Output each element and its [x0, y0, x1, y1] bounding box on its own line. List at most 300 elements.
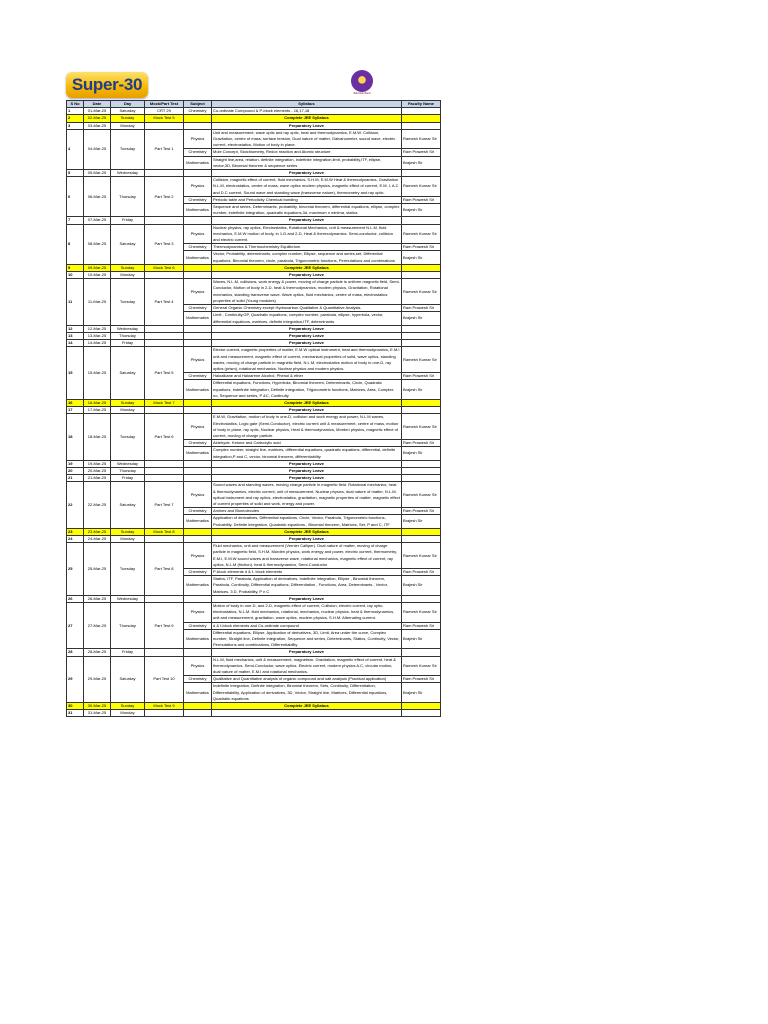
subject-cell: Mathematics — [184, 204, 212, 217]
table-row — [67, 170, 441, 177]
serial-number-cell: 28 — [67, 649, 84, 656]
subject-cell: Mathematics — [184, 156, 212, 169]
date-cell: 06-Mar-25 — [84, 177, 111, 217]
date-cell: 16-Mar-25 — [84, 399, 111, 406]
faculty-cell: Ram Prawesh Sir — [402, 196, 441, 203]
faculty-cell: Ramesh Kumar Sir — [402, 543, 441, 569]
syllabus-cell: General Organic Chemistry except Hydrocarbon Qualitative & Quantitative Analysis. — [212, 305, 402, 312]
day-cell: Saturday — [111, 224, 145, 264]
table-row — [67, 264, 441, 271]
faculty-cell — [402, 460, 441, 467]
syllabus-cell: Complete JEE Syllabus — [212, 528, 402, 535]
syllabus-cell: Thermodynamics & Thermochemistry Equilibrium — [212, 244, 402, 251]
faculty-cell: Brajesh Sir — [402, 380, 441, 400]
serial-number-cell: 18 — [67, 414, 84, 460]
serial-number-cell: 21 — [67, 475, 84, 482]
date-cell: 10-Mar-25 — [84, 272, 111, 279]
syllabus-cell: Mole Concept, Stoichiometry, Redox reaction and Atomic structure — [212, 149, 402, 156]
test-name-cell: Part Test 6 — [145, 414, 184, 460]
faculty-cell: Ramesh Kumar Sir — [402, 224, 441, 244]
syllabus-cell: Preparatory Leave — [212, 272, 402, 279]
day-cell: Tuesday — [111, 543, 145, 596]
syllabus-cell: Preparatory Leave — [212, 407, 402, 414]
syllabus-cell: Preparatory Leave — [212, 332, 402, 339]
serial-number-cell: 13 — [67, 332, 84, 339]
day-cell: Sunday — [111, 115, 145, 122]
date-cell: 27-Mar-25 — [84, 603, 111, 649]
table-row — [67, 475, 441, 482]
syllabus-cell: E.M.W, Gravitation, motion of body in one-D, collision and work energy and power, N.L.M waves, Electrostatics, Logic gate (Semi-Conductor), electric current unit & measurement, centre of mass, motion of body in plane, ray optic, Nuclear physics, Heat & thermodynamics, Morden physics, magnetic effect of current, moving of charge particle. — [212, 414, 402, 440]
syllabus-cell: Indefinite integration, Definite integration, Binomial theorem, Sets, Continuity, Differentiation, Differentiability, Application of derivatives, 3D, Vector, Straight line, Matrices, Differential equations, Quadratic equations — [212, 683, 402, 703]
header-date: Date — [84, 101, 111, 108]
header-subject: Subject — [184, 101, 212, 108]
faculty-cell: Brajesh Sir — [402, 629, 441, 649]
faculty-cell: Ramesh Kumar Sir — [402, 347, 441, 373]
syllabus-cell: Qualitative and Quantitative analysis of organic compound and salt analysis (Practical application) — [212, 676, 402, 683]
day-cell: Tuesday — [111, 414, 145, 460]
day-cell: Monday — [111, 122, 145, 129]
table-row — [67, 595, 441, 602]
table-row — [67, 347, 441, 373]
faculty-cell — [402, 649, 441, 656]
syllabus-cell: Sound waves and standing waves, moving charge particle in magnetic field. Rotational mechanics, heat & thermodynamics, electric current, unit of measurement, Nuclear physics, dual nature of matter, N.L.M, optical instrument and ray optics, electrostatics, gravitation, magnetic properties of matter, magnetic effect of current properties of solid and work, energy and power. — [213, 482, 400, 506]
header-faculty: Faculty Name — [402, 101, 441, 108]
table-body — [67, 108, 441, 717]
serial-number-cell: 27 — [67, 603, 84, 649]
date-cell: 05-Mar-25 — [84, 170, 111, 177]
day-cell: Tuesday — [111, 129, 145, 169]
faculty-cell: Ram Prawesh Sir — [402, 149, 441, 156]
syllabus-cell: Complete JEE Syllabus — [212, 399, 402, 406]
subject-cell: Mathematics — [184, 380, 212, 400]
table-row — [67, 129, 441, 149]
subject-cell: Mathematics — [184, 447, 212, 460]
table-row — [67, 108, 441, 115]
day-cell: Sunday — [111, 264, 145, 271]
subject-cell: Mathematics — [184, 683, 212, 703]
day-cell: Monday — [111, 536, 145, 543]
subject-cell — [184, 703, 212, 710]
subject-cell — [184, 122, 212, 129]
faculty-cell: Ram Prawesh Sir — [402, 676, 441, 683]
serial-number-cell: 9 — [67, 264, 84, 271]
faculty-cell: Brajesh Sir — [402, 251, 441, 264]
date-cell: 07-Mar-25 — [84, 217, 111, 224]
subject-cell: Physics — [184, 177, 212, 197]
subject-cell: Mathematics — [184, 312, 212, 325]
day-cell: Monday — [111, 710, 145, 717]
faculty-cell: Ram Prawesh Sir — [402, 508, 441, 515]
day-cell: Thursday — [111, 603, 145, 649]
syllabus-cell: d & f-block elements and Co-ordinate compound — [212, 622, 402, 629]
date-cell: 28-Mar-25 — [84, 649, 111, 656]
syllabus-cell: Differential equations, Ellipse, Application of derivatives, 3D, Limit, Area under the curve, Complex number, Straight line, Definite integration, Sequence and series, Determinants, Statics, Continuity, Vector, Permutations and combinations, Differentiability — [212, 629, 402, 649]
super-30-logo: Super-30 — [66, 72, 148, 98]
table-row — [67, 482, 441, 508]
test-name-cell — [145, 475, 184, 482]
faculty-cell: Ram Prawesh Sir — [402, 440, 441, 447]
syllabus-cell: Complex number, straight line, matrices, differential equations, quadratic equations, differential, definite integration,P and C, vector, binomial theorem, differentiability — [212, 447, 402, 460]
faculty-cell — [402, 399, 441, 406]
subject-cell — [184, 115, 212, 122]
test-name-cell: Mock Test 7 — [145, 399, 184, 406]
date-cell: 13-Mar-25 — [84, 332, 111, 339]
table-row — [67, 224, 441, 244]
subject-cell: Physics — [184, 224, 212, 244]
day-cell: Wednesday — [111, 595, 145, 602]
date-cell: 08-Mar-25 — [84, 224, 111, 264]
subject-cell — [184, 272, 212, 279]
faculty-cell — [402, 170, 441, 177]
table-row — [67, 467, 441, 474]
header-test: Mock/Part Test — [145, 101, 184, 108]
faculty-cell — [402, 217, 441, 224]
header-syllabus: Syllabus — [212, 101, 402, 108]
subject-cell: Physics — [184, 414, 212, 440]
test-name-cell: Mock Test 5 — [145, 115, 184, 122]
day-cell: Friday — [111, 649, 145, 656]
faculty-cell: Brajesh Sir — [402, 515, 441, 528]
test-name-cell — [145, 272, 184, 279]
table-row — [67, 656, 441, 676]
subject-cell: Chemistry — [184, 508, 212, 515]
subject-cell: Physics — [184, 603, 212, 623]
date-cell: 24-Mar-25 — [84, 536, 111, 543]
syllabus-cell: Vector, Probability, determinants, complex number, Ellipse, sequence and series,set, Differential equations, Binomial theorem, circle, parabola, Trigonometric functions, Permutations and combinations — [212, 251, 402, 264]
syllabus-cell: Fluid mechanics, unit and measurement (Vernier Calliper). Dual nature of matter, moving of charge particle in magnetic field, S.H.M, Morden physics, work energy and power, electric current, thermometry, E.M.I, E.M.W sound waves and transverse wave, rotational mechanics, magnetic effect of current, ray optics, N.L.M (friction). heat & thermodynamics, Semi-Conductor — [212, 543, 402, 569]
date-cell: 23-Mar-25 — [84, 528, 111, 535]
table-row — [67, 332, 441, 339]
faculty-cell: Ramesh Kumar Sir — [402, 279, 441, 305]
day-cell: Monday — [111, 407, 145, 414]
syllabus-cell: Limit , Continuity,GP, Quadratic equations, complex number, parabola, ellipse, hyperbola, vector, differential equations, matrices, definite integration,ITF, determinants — [212, 312, 402, 325]
serial-number-cell: 1 — [67, 108, 84, 115]
faculty-cell: Ramesh Kumar Sir — [402, 177, 441, 197]
syllabus-cell: Sequence and series, Determinants, probability, binomial theorem, differential equations, ellipse, complex number, indefinite integration, quadratic equations,3d, maximum n minima, statics — [212, 204, 402, 217]
test-name-cell — [145, 170, 184, 177]
serial-number-cell: 31 — [67, 710, 84, 717]
subject-cell: Mathematics — [184, 576, 212, 596]
syllabus-cell: Haloalkane and Haloarene Alcohol, Phenol & ether — [212, 373, 402, 380]
test-name-cell: Part Test 10 — [145, 656, 184, 702]
test-name-cell: Mock Test 8 — [145, 528, 184, 535]
date-cell: 20-Mar-25 — [84, 467, 111, 474]
day-cell: Saturday — [111, 482, 145, 528]
syllabus-cell: P-block elements d & f- block elements — [212, 569, 402, 576]
subject-cell: Chemistry — [184, 244, 212, 251]
syllabus-cell: Collision, magnetic effect of current, fluid mechanics, S.H.M, E.M.W Heat & thermodynamics, Gravitation N.L.M, electrostatics, centre of mass, wave optics modern physics, magnetic effect of current, E.M. I, A.C and D.C current, Sound wave and standing wave (transverse nature), thermometry and ray optic. — [212, 177, 402, 197]
date-cell: 21-Mar-25 — [84, 475, 111, 482]
test-name-cell — [145, 710, 184, 717]
table-row — [67, 399, 441, 406]
date-cell: 09-Mar-25 — [84, 264, 111, 271]
subject-cell — [184, 475, 212, 482]
subject-cell — [184, 170, 212, 177]
table-row — [67, 528, 441, 535]
serial-number-cell: 22 — [67, 482, 84, 528]
faculty-cell — [402, 340, 441, 347]
table-row — [67, 340, 441, 347]
serial-number-cell: 15 — [67, 347, 84, 400]
table-row — [67, 414, 441, 440]
faculty-cell: Brajesh Sir — [402, 156, 441, 169]
day-cell: Wednesday — [111, 460, 145, 467]
day-cell: Wednesday — [111, 325, 145, 332]
faculty-cell — [402, 528, 441, 535]
faculty-cell: Brajesh Sir — [402, 576, 441, 596]
date-cell: 26-Mar-25 — [84, 595, 111, 602]
test-name-cell — [145, 649, 184, 656]
subject-cell: Mathematics — [184, 515, 212, 528]
test-name-cell: Part Test 8 — [145, 543, 184, 596]
serial-number-cell: 8 — [67, 224, 84, 264]
subject-cell — [184, 649, 212, 656]
table-row — [67, 115, 441, 122]
date-cell: 02-Mar-25 — [84, 115, 111, 122]
date-cell: 29-Mar-25 — [84, 656, 111, 702]
table-row — [67, 122, 441, 129]
table-row — [67, 603, 441, 623]
date-cell: 30-Mar-25 — [84, 703, 111, 710]
day-cell: Saturday — [111, 347, 145, 400]
test-name-cell — [145, 536, 184, 543]
subject-cell: Chemistry — [184, 149, 212, 156]
syllabus-cell: Aldehyde. Ketone and Carboxylic acid — [212, 440, 402, 447]
serial-number-cell: 14 — [67, 340, 84, 347]
syllabus-cell: N.L.M, fluid mechanics, unit & measurement, magnetism. Gravitation, magnetic effect of current, heat & thermodynamics. Semi-Conductor, wave optics. Electric current, modern physics A.C, circular motion, dual nature of matter, E.M.I and rotational mechanics. — [212, 656, 402, 676]
subject-cell: Mathematics — [184, 629, 212, 649]
subject-cell: Physics — [184, 482, 212, 508]
date-cell: 22-Mar-25 — [84, 482, 111, 528]
test-name-cell — [145, 122, 184, 129]
faculty-cell — [402, 272, 441, 279]
syllabus-cell: Preparatory Leave — [212, 460, 402, 467]
table-row — [67, 279, 441, 305]
test-name-cell — [145, 332, 184, 339]
table-row — [67, 543, 441, 569]
serial-number-cell: 5 — [67, 170, 84, 177]
test-name-cell — [145, 595, 184, 602]
subject-cell — [184, 407, 212, 414]
test-name-cell: CRT 29 — [145, 108, 184, 115]
faculty-cell: Ram Prawesh Sir — [402, 373, 441, 380]
faculty-cell — [402, 475, 441, 482]
date-cell: 12-Mar-25 — [84, 325, 111, 332]
test-name-cell — [145, 340, 184, 347]
subject-cell — [184, 528, 212, 535]
serial-number-cell: 16 — [67, 399, 84, 406]
syllabus-cell: Preparatory Leave — [212, 467, 402, 474]
serial-number-cell: 7 — [67, 217, 84, 224]
table-row — [67, 177, 441, 197]
day-cell: Friday — [111, 217, 145, 224]
faculty-cell — [402, 325, 441, 332]
serial-number-cell: 3 — [67, 122, 84, 129]
faculty-cell: Brajesh Sir — [402, 683, 441, 703]
table-header-row — [67, 101, 441, 108]
syllabus-cell: Unit and measurement, wave optic and ray optic, heat and thermodynamics, E.M.W. Collision, Gravitation, centre of mass, surface tension, Dual nature of matter, Galvanometer, sound wave, electric current, electrostatics, Motion of body in plane. — [212, 129, 402, 149]
day-cell: Saturday — [111, 656, 145, 702]
subject-cell — [184, 264, 212, 271]
syllabus-cell — [212, 710, 402, 717]
table-row — [67, 703, 441, 710]
table-row — [67, 710, 441, 717]
serial-number-cell: 20 — [67, 467, 84, 474]
table-row — [67, 272, 441, 279]
day-cell: Thursday — [111, 467, 145, 474]
syllabus-cell: Application of derivatives, Differential equations, Circle, Vector, Parabola, Trigonometric functions, Probability, Definite integration, Quadratic equations , Binomial theorem, Matrices, Set, P and C, ITF — [212, 515, 402, 528]
date-cell: 18-Mar-25 — [84, 414, 111, 460]
subject-cell: Chemistry — [184, 676, 212, 683]
syllabus-cell: Preparatory Leave — [212, 475, 402, 482]
syllabus-cell: Amines and Biomolecules — [212, 508, 402, 515]
test-name-cell — [145, 460, 184, 467]
date-cell: 25-Mar-25 — [84, 543, 111, 596]
faculty-cell: Ramesh Kumar Sir — [402, 603, 441, 623]
syllabus-cell: Preparatory Leave — [212, 536, 402, 543]
test-name-cell: Mock Test 9 — [145, 703, 184, 710]
subject-cell — [184, 595, 212, 602]
test-name-cell: Part Test 9 — [145, 603, 184, 649]
date-cell: 04-Mar-25 — [84, 129, 111, 169]
syllabus-cell: Co-ordinate Compound & P-block elements - 16,17,18 — [212, 108, 402, 115]
test-name-cell: Part Test 5 — [145, 347, 184, 400]
faculty-cell — [402, 595, 441, 602]
day-cell: Saturday — [111, 108, 145, 115]
subject-cell: Chemistry — [184, 569, 212, 576]
subject-cell: Chemistry — [184, 622, 212, 629]
day-cell: Friday — [111, 340, 145, 347]
date-cell: 17-Mar-25 — [84, 407, 111, 414]
syllabus-cell: Preparatory Leave — [212, 595, 402, 602]
subject-cell: Physics — [184, 543, 212, 569]
faculty-cell: Ramesh Kumar Sir — [402, 129, 441, 149]
serial-number-cell: 23 — [67, 528, 84, 535]
header-day: Day — [111, 101, 145, 108]
serial-number-cell: 11 — [67, 279, 84, 325]
table-row — [67, 407, 441, 414]
faculty-cell: Brajesh Sir — [402, 204, 441, 217]
test-name-cell: Part Test 4 — [145, 279, 184, 325]
faculty-cell: Ram Prawesh Sir — [402, 622, 441, 629]
test-schedule-table — [66, 100, 441, 717]
day-cell: Sunday — [111, 703, 145, 710]
date-cell: 15-Mar-25 — [84, 347, 111, 400]
serial-number-cell: 6 — [67, 177, 84, 217]
test-name-cell — [145, 217, 184, 224]
syllabus-cell: Preparatory Leave — [212, 325, 402, 332]
test-name-cell: Part Test 2 — [145, 177, 184, 217]
day-cell: Monday — [111, 272, 145, 279]
table-row — [67, 217, 441, 224]
serial-number-cell: 4 — [67, 129, 84, 169]
subject-cell: Chemistry — [184, 373, 212, 380]
syllabus-cell: Nuclear physics, ray optics, Electrostatics, Rotational Mechanics, unit & measurement N.L.M, fluid mechanics, E.M.W motion of body, in 1-D and 2-D, Heat & thermodynamics. Semi-conductor, collision and electric current. — [212, 224, 402, 244]
syllabus-cell: Differential equations, Functions, Hyperbola, Binomial theorem, Determinants, Circle, Quadratic equations, Indefinite integration, Definite integration, Trigonometric functions, Matrices, Area, Complex no, Sequence and series, P &C, Continuity — [212, 380, 402, 400]
serial-number-cell: 25 — [67, 543, 84, 596]
faculty-cell — [402, 467, 441, 474]
serial-number-cell: 26 — [67, 595, 84, 602]
subject-cell — [184, 710, 212, 717]
test-name-cell — [145, 467, 184, 474]
faculty-cell — [402, 703, 441, 710]
subject-cell: Physics — [184, 279, 212, 305]
subject-cell: Chemistry — [184, 196, 212, 203]
syllabus-cell: Complete JEE Syllabus — [212, 115, 402, 122]
serial-number-cell: 12 — [67, 325, 84, 332]
subject-cell: Physics — [184, 656, 212, 676]
faculty-cell: Ramesh Kumar Sir — [402, 482, 441, 508]
faculty-cell — [402, 115, 441, 122]
syllabus-cell: Preparatory Leave — [212, 122, 402, 129]
serial-number-cell: 24 — [67, 536, 84, 543]
header-sno: S No — [67, 101, 84, 108]
faculty-cell — [402, 332, 441, 339]
test-name-cell: Part Test 1 — [145, 129, 184, 169]
day-cell: Thursday — [111, 177, 145, 217]
syllabus-cell: Preparatory Leave — [212, 217, 402, 224]
subject-cell — [184, 467, 212, 474]
emblem-disc — [351, 70, 373, 92]
subject-cell: Physics — [184, 129, 212, 149]
syllabus-cell: Preparatory Leave — [212, 340, 402, 347]
subject-cell — [184, 325, 212, 332]
syllabus-cell: Complete JEE Syllabus — [212, 264, 402, 271]
test-name-cell — [145, 325, 184, 332]
table-row — [67, 536, 441, 543]
syllabus-cell: Elector current, magnetic properties of matter, E.M.W optical instrument, heat and thermodynamics, E.M.I unit and measurement, magnetic effect of current, mechanical properties of solid, wave optics, standing waves, moving of charge particle in magnetic field, N.L.M, electrostatics motion of body in one-D, ray optics (prism), rotational mechanics. Nuclear physics and modern physics. — [213, 347, 400, 371]
subject-cell: Chemistry — [184, 305, 212, 312]
syllabus-cell: Waves, N.L.M, collisions, work energy & power, moving of charge particle is uniform magnetic field, Semi-Conductor, Motion of body in 2-D, heat & thermodynamics, modern physics, Gravitation, Rotational mechanics, standing transverse wave. Wave optics, fluid mechanics, centre of mass, electrostatics properties of solid (Young modules) — [213, 279, 400, 303]
subject-cell — [184, 340, 212, 347]
subject-cell: Physics — [184, 347, 212, 373]
syllabus-cell: Periodic table and Periodicity Chemical bonding — [212, 196, 402, 203]
test-name-cell: Part Test 7 — [145, 482, 184, 528]
date-cell: 31-Mar-25 — [84, 710, 111, 717]
faculty-cell — [402, 407, 441, 414]
subject-cell — [184, 536, 212, 543]
faculty-cell: Ram Prawesh Sir — [402, 569, 441, 576]
faculty-cell — [402, 264, 441, 271]
syllabus-cell: Statics, ITF, Parabola, Application of derivatives, Indefinite integration, Ellipse , Binomial theorem, Parabola, Continuity, Differential equations, Differentiation , Functions, Area, Determinants , Vector, Matrices, 3 D, Probability, P n C — [212, 576, 402, 596]
faculty-cell — [402, 710, 441, 717]
table-row — [67, 325, 441, 332]
test-name-cell: Mock Test 6 — [145, 264, 184, 271]
faculty-cell: Ram Prawesh Sir — [402, 305, 441, 312]
subject-cell — [184, 217, 212, 224]
serial-number-cell: 29 — [67, 656, 84, 702]
serial-number-cell: 17 — [67, 407, 84, 414]
date-cell: 14-Mar-25 — [84, 340, 111, 347]
subject-cell: Mathematics — [184, 251, 212, 264]
date-cell: 01-Mar-25 — [84, 108, 111, 115]
syllabus-cell: Preparatory Leave — [212, 170, 402, 177]
day-cell: Sunday — [111, 528, 145, 535]
day-cell: Thursday — [111, 332, 145, 339]
subject-cell: Chemistry — [184, 440, 212, 447]
subject-cell — [184, 332, 212, 339]
day-cell: Friday — [111, 475, 145, 482]
subject-cell — [184, 399, 212, 406]
syllabus-cell: Straight line,area, relation, definite integration, indefinite integration,limit, probability,ITF, ellipse, vector,3D, Binomial theorem & sequence series — [212, 156, 402, 169]
syllabus-cell: Complete JEE Syllabus — [212, 703, 402, 710]
date-cell: 11-Mar-25 — [84, 279, 111, 325]
serial-number-cell: 10 — [67, 272, 84, 279]
day-cell: Tuesday — [111, 279, 145, 325]
date-cell: 03-Mar-25 — [84, 122, 111, 129]
table-row — [67, 460, 441, 467]
serial-number-cell: 19 — [67, 460, 84, 467]
